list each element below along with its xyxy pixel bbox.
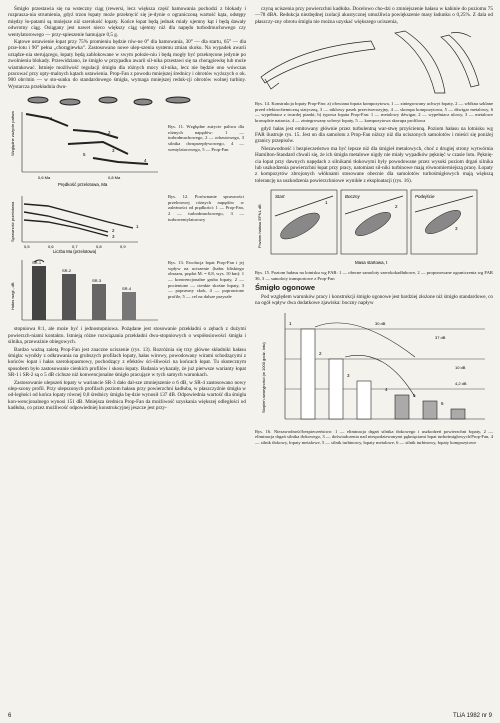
figure-13 <box>8 256 246 324</box>
fig13-label: SR-1 <box>32 260 42 266</box>
blade-drawing <box>261 31 479 93</box>
fig15-label: 3 <box>455 226 458 232</box>
fig11-ylabel: Względne zużycie paliwa <box>10 111 15 157</box>
left-column <box>8 6 246 413</box>
fig12-xtick: 0,7 <box>72 244 78 250</box>
paragraph: Niezawodność i bezpieczeństwo ma być lepsze niż dla śmigieł metalowych, choć z drugiej strony wytwórnia Hamilton-Standard chwali się, że ich śmigła metalowe nigdy nie miały wypadków pęknięć w czasie lotu. Pęknię-cia łopat przy dawnych napędach z silnikami tłokowymi były powodowane przez wysoki poziom drgań silnika lub uszkodzenia powierzchni łopat przy pracy, natomiast sil-niki turbinowe mają równomierniejszą pracę. Łopaty z kompozytów zbrojonych włóknami stosowane obecnie dla samolotów turbośmigłowych mają większą tolerancję na uszkodzenia powierzchniowe wynikłe z eksploatacji (rys. 16). <box>255 145 493 184</box>
fig13-label: SR-4 <box>122 286 132 292</box>
figure-14-graphic <box>255 27 493 99</box>
fig11-label: 2 <box>108 130 111 136</box>
page-footer <box>8 713 492 719</box>
fig16-label: 1 <box>289 320 292 326</box>
paragraph: stopniowa 8:1, ale może być i jednostopniowa. Pożądane jest stosowanie przekładni o zębach z dużymi powierzch-niami kontaktu. Istnieją różne rozwiązania przekładni dwu-stopniowych o współosiowości śmigła i silnika, przeważnie obiegowych. <box>8 326 246 346</box>
fig12-label: 3 <box>112 234 115 240</box>
fig16-ylabel: Stopień awaryjności (w 1000 godz. lotu) <box>261 341 266 413</box>
fig12-xtick: 0,5 <box>24 244 30 250</box>
fig13-caption: Rys. 13. Ewolucja łopat Prop-Fan i jej wpływ na uciszenie (hałas bliskiego obszaru, prędot M. = 0,8, wys. 10 km): 1 — konwencjonalne gruba łopaty, 2 — pocienione — cienkie skośne łopaty, 3 — poprawny skok, 4 — poprawione profile, 5 — cel na dalsze przyszłe <box>168 260 244 299</box>
fig15-caption: Rys. 15. Poziom hałasu na lotnisku wg FAR: 1 — obecne samoloty szerokokadłubowe, 2 — proponowane ograniczenia wg FAR 36, 3 — samoloty transportowe z Prop-Fan <box>255 270 493 281</box>
fig11-caption: Rys. 11. Względne zużycie paliwa dla różnych napędów: 1 — turbodmuchowego, 2 — odrzutowego, 3 silnika dwuprzepływowego, 4 — wentylatorowego, 5 — Prop-Fan <box>168 124 244 152</box>
fig16-annot: 4,2 dB <box>455 380 467 386</box>
figure-14 <box>255 27 493 99</box>
fig11-xlabel: Prędkość przelotowa, Ma <box>58 182 108 188</box>
fig13-ylabel: Hałas wzgl., dB <box>10 282 15 311</box>
figure-15-graphic <box>255 186 493 268</box>
paragraph: Zastosowanie ulepszeń łopaty w wariancie SR-3 dało dal-sze zmniejszenie o 6 dB, w SR-4 zastosowano nowy ulep-szony profil. Przy ulepszonych profilach poziom hałasu przy powierzchni kadłuba, w płaszczyźnie śmigła w od-ległości od końca łopaty równej 0,8 średnicy śmigła bę-dzie wynosił 137 dB. Odpowiednia wartość dla śmigła kon-wencjonalnego wynosi 151 dB. Mniejsza średnica Prop-Fan da możliwość uzyskania większej odległości od kadłuba, co przez możliwość odpowiedniej konstrukcyjnej jeszcze jest przy- <box>8 379 246 412</box>
fig12-xtick: 0,6 <box>48 244 54 250</box>
fig16-label: 3 <box>347 372 350 378</box>
section-heading: Śmigło ogonowe <box>255 283 315 293</box>
fig15-xlabel: Masa startowa, t <box>355 260 388 266</box>
fig15-label: 2 <box>395 204 398 210</box>
fig15-label: 1 <box>325 200 328 206</box>
fig11-tick: 0,6 Ma <box>38 175 51 181</box>
fig12-xtick: 0,9 <box>120 244 126 250</box>
fig13-label: SR-2 <box>62 268 72 274</box>
paragraph: Kątowe ustawienie łopat przy 75% promieniu będzie rów-ne 0° dla hamowania, 30° — dla startu, 65° — dla prze-lotu i 90° pełna „chorągiewka”. Zastosowano nowe ulep-szenia systemu zmian skoku. Na wypadek awarii urządze-nia sterującego, łopaty będą zablokowane w swym położe-niu i będą mogły być przekręcone jedynie po zwolnieniu blokady. Przewidziano, że śmigło w przypadku awarii sil-nika przestawi się na chorągiewkę lub może wiatrakować. Istnieje możliwość regulacji śmigła dla różnych mocy sil-nika, lecz nie będzie ono wówczas pracować przy opty-malnych kątach ustawienia. Prop-Fan z powodu mniejszej średnicy i obrotów wyższych o ok. 900 obr/min — w sto-sunku do standardowego śmigła, wymaga mniejszej reduk-cji obrotów wolnej turbiny. Wystarcza przekładnia dwu- <box>8 39 246 90</box>
fig12-xtick: 0,8 <box>96 244 102 250</box>
fig12-xlabel: Liczba Ma (przelotowa) <box>53 249 97 255</box>
propeller-illustration <box>28 97 190 105</box>
fig12-label: 2 <box>112 228 115 234</box>
fig15-panel: Boczny <box>345 194 360 200</box>
figure-16 <box>255 309 493 427</box>
figure-12 <box>8 192 246 254</box>
fig12-label: 1 <box>136 224 139 230</box>
fig13-label: SR-3 <box>92 278 102 284</box>
figure-16-graphic <box>255 309 493 427</box>
fig16-label: 6 <box>441 400 444 406</box>
fig15-ylabel: Poziom hałasu EPNL dB <box>257 204 262 249</box>
fig12-ylabel: Sprawność przelotowa <box>10 202 15 243</box>
fig14-caption: Rys. 14. Konstrukcja łopaty Prop-Fan: a) ołowiana łopata kompozytowa, 1 — zintegrowany uchwyt łopaty, 2 — włókna szklane przed elektrochemiczną statyczną, 3 — niklowy pasek przeciwerozyjny, 4 — skorupa kompozytowa, 5 — dźwigar metalowy, 6 — wypełniacz z twardej pianki; b) typowa łopata Prop-Fan: 1 — metalowy dźwigar, 2 — wypełniacz ulowy, 3 — metalowe krawędzie natarcia, 4 — zintegrowany uchwyt łopaty, 5 — kompozytowa skorupa profilowa <box>255 101 493 123</box>
fig16-annot: 10 dB <box>455 364 466 370</box>
figure-11 <box>8 92 246 190</box>
fig16-annot: 30 dB <box>375 320 386 326</box>
fig16-label: 5 <box>413 392 416 398</box>
paragraph: czyną uciszenia przy powierzchni kadłuba. Docelowo cho-dzi o zmniejszenie hałasu w kabinie do poziomu 75—78 dBA. Redukcja niezbędnej izolacji akustycznej umożliwia powiększenie masy ładunku o 0,25%. Z dala od płaszczy-zny obrotu śmigła nie można uzyskać większego uciszenia, <box>255 6 493 25</box>
right-column <box>255 6 493 447</box>
paragraph: Pod względem warunków pracy i konstrukcji śmigło ogonowe jest bardziej złożone niż śmigło standardowe, co na ogół wpływ dwa dodatkowe zjawiska: boczny napływ <box>255 293 493 307</box>
fig11-tick: 0,8 Ma <box>108 175 121 181</box>
fig16-caption: Rys. 16. Niezawodność/bezpieczeństwo: 1 — eliminacja drgań silnika tłokowego i uszkodzeń powierzchni łopaty, 2 — eliminacja drgań silnika tłokowego, 3 — doświadczenia nad niespodziewanymi pęknięciami łopat turbośmigłowych/Prop-Fan, 4 — silnik tłokowy, łopaty metalowe, 5 — silnik turbinowy, łopaty metalowe, 6 — silnik turbinowy, łopaty kompozytowe <box>255 428 493 445</box>
fig15-panel: Podejście <box>415 194 435 200</box>
fig16-label: 4 <box>385 386 388 392</box>
fig16-annot: 37 dB <box>435 334 446 340</box>
fig15-panel: Start <box>275 194 285 200</box>
page-number: 6 <box>8 713 12 719</box>
fig12-caption: Rys. 12. Porównanie sprawności przelotowej różnych napędów w zależności od prędkości: 1 — Prop-Fan, 2 — turbodmuchowego, 3 — turbowentylatorowy <box>168 194 244 222</box>
paragraph: Śmigło przestawia się na wsteczny ciąg (rewersi, lecz większa część hamowania pochodzi z blokady i rozprasza-nia strumienia, gdyż trzon łopaty może przekręcić się je-dynie o ograniczoną wartość kąta, odstępy między ło-patami są mniejsze niż szerokość łopaty. Końce łopat będą jednak miały ujemny kąt i będą dawały odwrotny ciąg. Osiągany jest nawet nieco większy ciąg ujemny niż dla napędu turbodmuchowego czy wentylatorowego — przy-spieszenie hamujące 0,5 g. <box>8 6 246 38</box>
paragraph: Bardzo ważną zaletą Prop-Fan jest znaczne uciszenie (rys. 13). Rozróżnia się trzy główne składniki hałasu śmigła: wynikły z odkrawania na grubszych profilach łopaty, hałas wirowy, powodowany wirami schodzącymi z końców łopat i hałas szerokopasmowy, pochodzący z efektów ści-śliwości na końcach łopat. Tu skutecznym sposobem było zastosowanie cienkich profilów i skosu łopaty. Badania wykazały, że już pierwsze warianty łopat SR-1 i SR-2 są o 5 dB cichsze niż konwencjonalne śmigło pracujące w tych samych warunkach. <box>8 346 246 379</box>
fig16-label: 2 <box>319 350 322 356</box>
fig11-label: 3 <box>112 148 115 154</box>
fig11-label: 1 <box>50 116 53 122</box>
paragraph: gdyż hałas jest emitowany głównie przez turbulentną war-stwę przyścienną. Poziom hałasu na lotnisku wg FAR ilustruje rys. 15. Jest on dla samolotu z Prop-Fan niższy niż dla uciszonych samolotów i mieści się poniżej granicy przepisów. <box>255 125 493 145</box>
fig11-label: 5 <box>83 152 86 158</box>
figure-15 <box>255 186 493 268</box>
fig11-label: 4 <box>144 158 147 164</box>
issue-label: TLiA 1982 nr 9 <box>452 713 492 719</box>
